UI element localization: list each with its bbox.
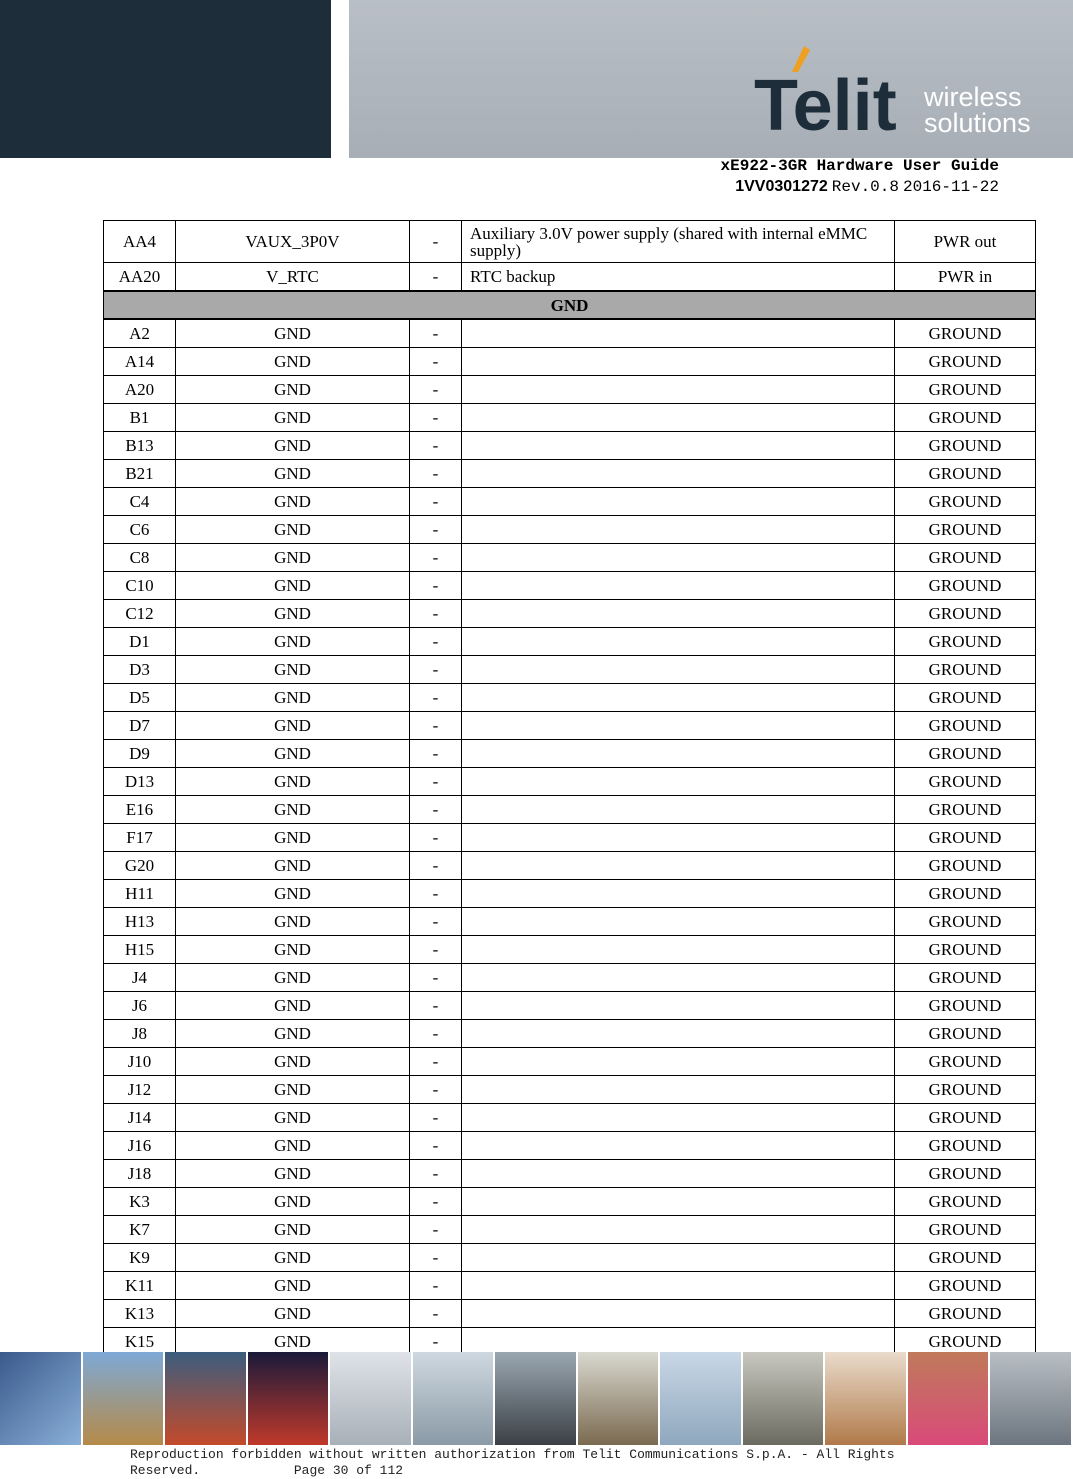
signal-cell: GND [176,544,410,572]
document-title: xE922-3GR Hardware User Guide [720,157,999,175]
signal-cell: GND [176,880,410,908]
pin-cell: A20 [104,376,176,404]
pin-cell: J6 [104,992,176,1020]
description-cell [462,768,895,796]
description-cell [462,740,895,768]
type-cell: GROUND [895,432,1036,460]
io-cell: - [410,488,462,516]
signal-cell: GND [176,1216,410,1244]
pin-cell: B21 [104,460,176,488]
signal-cell: GND [176,824,410,852]
table-row [104,1272,1036,1300]
photo-camera [990,1352,1073,1445]
description-cell [462,908,895,936]
signal-cell: GND [176,348,410,376]
type-cell: GROUND [895,796,1036,824]
pin-cell: H15 [104,936,176,964]
signal-cell: GND [176,1328,410,1356]
logo-tagline-2: solutions [924,108,1031,138]
table-row [104,1132,1036,1160]
description-cell [462,516,895,544]
io-cell: - [410,1216,462,1244]
page-number: Page 30 of 112 [293,1463,404,1478]
signal-cell: GND [176,516,410,544]
io-cell: - [410,796,462,824]
pin-cell: J16 [104,1132,176,1160]
description-cell [462,852,895,880]
document-rev: Rev.0.8 [831,178,899,196]
description-cell [462,1188,895,1216]
description-cell [462,460,895,488]
io-cell: - [410,221,462,263]
pinout-table [103,220,1036,1356]
io-cell: - [410,1244,462,1272]
io-cell: - [410,740,462,768]
type-cell: GROUND [895,1076,1036,1104]
type-cell: GROUND [895,964,1036,992]
io-cell: - [410,348,462,376]
table-row [104,376,1036,404]
io-cell: - [410,432,462,460]
type-cell: GROUND [895,1132,1036,1160]
signal-cell: GND [176,1104,410,1132]
signal-cell: GND [176,1048,410,1076]
signal-cell: V_RTC [176,263,410,292]
io-cell: - [410,936,462,964]
signal-cell: GND [176,1244,410,1272]
table-row [104,1160,1036,1188]
pin-cell: K13 [104,1300,176,1328]
io-cell: - [410,964,462,992]
type-cell: GROUND [895,1300,1036,1328]
table-row [104,319,1036,348]
type-cell: GROUND [895,628,1036,656]
type-cell: GROUND [895,1272,1036,1300]
signal-cell: GND [176,684,410,712]
signal-cell: GND [176,656,410,684]
io-cell: - [410,1328,462,1356]
description-cell [462,1216,895,1244]
table-row [104,1244,1036,1272]
table-row [104,572,1036,600]
table-row [104,600,1036,628]
table-row [104,992,1036,1020]
pin-cell: K7 [104,1216,176,1244]
description-cell [462,1076,895,1104]
pin-cell: D9 [104,740,176,768]
signal-cell: GND [176,319,410,348]
photo-vending [578,1352,661,1445]
document-revision [735,178,999,196]
type-cell: GROUND [895,992,1036,1020]
io-cell: - [410,544,462,572]
table-row [104,768,1036,796]
table-row [104,684,1036,712]
io-cell: - [410,768,462,796]
pin-cell: D3 [104,656,176,684]
section-title: GND [104,291,1036,319]
signal-cell: GND [176,1076,410,1104]
table-row [104,221,1036,263]
description-cell [462,348,895,376]
description-cell [462,404,895,432]
table-row [104,1076,1036,1104]
io-cell: - [410,1020,462,1048]
description-cell: Auxiliary 3.0V power supply (shared with internal eMMC supply) [462,221,895,263]
photo-interior [825,1352,908,1445]
type-cell: GROUND [895,348,1036,376]
type-cell: GROUND [895,768,1036,796]
description-cell [462,1020,895,1048]
type-cell: GROUND [895,488,1036,516]
pin-cell: C6 [104,516,176,544]
type-cell: GROUND [895,376,1036,404]
type-cell: GROUND [895,656,1036,684]
pin-cell: F17 [104,824,176,852]
signal-cell: GND [176,460,410,488]
signal-cell: VAUX_3P0V [176,221,410,263]
type-cell: GROUND [895,544,1036,572]
type-cell: GROUND [895,600,1036,628]
table-row [104,1104,1036,1132]
signal-cell: GND [176,740,410,768]
description-cell [462,964,895,992]
photo-train [908,1352,991,1445]
type-cell: GROUND [895,852,1036,880]
table-row [104,544,1036,572]
pin-cell: K9 [104,1244,176,1272]
type-cell: GROUND [895,908,1036,936]
signal-cell: GND [176,376,410,404]
pin-cell: J10 [104,1048,176,1076]
pin-cell: H13 [104,908,176,936]
description-cell [462,880,895,908]
table-row [104,263,1036,292]
table-row [104,824,1036,852]
pin-cell: D5 [104,684,176,712]
description-cell [462,432,895,460]
io-cell: - [410,656,462,684]
description-cell [462,488,895,516]
description-cell [462,544,895,572]
signal-cell: GND [176,796,410,824]
pin-cell: D13 [104,768,176,796]
pin-cell: J8 [104,1020,176,1048]
type-cell: GROUND [895,712,1036,740]
io-cell: - [410,1104,462,1132]
description-cell [462,1048,895,1076]
table-row [104,796,1036,824]
table-row [104,1188,1036,1216]
type-cell: GROUND [895,516,1036,544]
io-cell: - [410,572,462,600]
pin-cell: K15 [104,1328,176,1356]
pin-cell: A14 [104,348,176,376]
description-cell [462,628,895,656]
signal-cell: GND [176,964,410,992]
signal-cell: GND [176,572,410,600]
pin-cell: C8 [104,544,176,572]
table-row [104,432,1036,460]
description-cell [462,656,895,684]
photo-cyclist [413,1352,496,1445]
type-cell: GROUND [895,319,1036,348]
description-cell [462,600,895,628]
pin-cell: B1 [104,404,176,432]
description-cell [462,796,895,824]
pin-cell: J14 [104,1104,176,1132]
io-cell: - [410,1188,462,1216]
description-cell [462,319,895,348]
pin-cell: A2 [104,319,176,348]
io-cell: - [410,908,462,936]
type-cell: GROUND [895,572,1036,600]
io-cell: - [410,404,462,432]
signal-cell: GND [176,712,410,740]
description-cell [462,1300,895,1328]
io-cell: - [410,1132,462,1160]
io-cell: - [410,263,462,292]
table-row [104,1216,1036,1244]
table-row [104,460,1036,488]
description-cell [462,712,895,740]
photo-meter [743,1352,826,1445]
signal-cell: GND [176,992,410,1020]
description-cell: RTC backup [462,263,895,292]
description-cell [462,1160,895,1188]
description-cell [462,1132,895,1160]
logo-wordmark: Telit [754,66,897,142]
signal-cell: GND [176,404,410,432]
io-cell: - [410,460,462,488]
type-cell: GROUND [895,824,1036,852]
signal-cell: GND [176,1132,410,1160]
io-cell: - [410,1160,462,1188]
photo-card-terminal [495,1352,578,1445]
type-cell: GROUND [895,880,1036,908]
table-row [104,936,1036,964]
pin-cell: D1 [104,628,176,656]
pin-cell: K11 [104,1272,176,1300]
footer-line-1: Reproduction forbidden without written authorization from Telit Communications S.p.A. - All Rights [130,1447,895,1462]
io-cell: - [410,852,462,880]
signal-cell: GND [176,488,410,516]
io-cell: - [410,600,462,628]
table-row [104,488,1036,516]
table-row [104,740,1036,768]
io-cell: - [410,1076,462,1104]
io-cell: - [410,319,462,348]
footer-text [130,1447,1030,1479]
header-dark-block [0,0,331,158]
pin-cell: K3 [104,1188,176,1216]
pin-cell: AA4 [104,221,176,263]
pin-cell: D7 [104,712,176,740]
io-cell: - [410,1048,462,1076]
table-row [104,628,1036,656]
description-cell [462,1104,895,1132]
type-cell: GROUND [895,1104,1036,1132]
table-row [104,852,1036,880]
footer-photo-strip [0,1352,1073,1445]
io-cell: - [410,1300,462,1328]
description-cell [462,1272,895,1300]
description-cell [462,1244,895,1272]
signal-cell: GND [176,768,410,796]
io-cell: - [410,992,462,1020]
signal-cell: GND [176,600,410,628]
table-row [104,1300,1036,1328]
table-row [104,712,1036,740]
table-row [104,348,1036,376]
photo-keyboard [330,1352,413,1445]
type-cell: GROUND [895,740,1036,768]
photo-clock-display [248,1352,331,1445]
footer-reserved: Reserved. [130,1463,201,1478]
table-row [104,880,1036,908]
signal-cell: GND [176,1300,410,1328]
type-cell: GROUND [895,1020,1036,1048]
signal-cell: GND [176,432,410,460]
type-cell: GROUND [895,1216,1036,1244]
photo-wind-turbines [660,1352,743,1445]
telit-logo [752,42,1042,142]
description-cell [462,684,895,712]
signal-cell: GND [176,1160,410,1188]
photo-phone-sign [83,1352,166,1445]
type-cell: GROUND [895,460,1036,488]
signal-cell: GND [176,1188,410,1216]
pin-cell: J4 [104,964,176,992]
pin-cell: B13 [104,432,176,460]
type-cell: GROUND [895,1160,1036,1188]
type-cell: GROUND [895,404,1036,432]
io-cell: - [410,376,462,404]
type-cell: PWR out [895,221,1036,263]
photo-containers [165,1352,248,1445]
pin-cell: J18 [104,1160,176,1188]
io-cell: - [410,684,462,712]
type-cell: GROUND [895,1328,1036,1356]
signal-cell: GND [176,908,410,936]
io-cell: - [410,1272,462,1300]
type-cell: GROUND [895,1048,1036,1076]
logo-tagline-1: wireless [924,82,1022,112]
type-cell: GROUND [895,1244,1036,1272]
type-cell: GROUND [895,936,1036,964]
table-row [104,1048,1036,1076]
section-header-row [104,291,1036,319]
io-cell: - [410,516,462,544]
signal-cell: GND [176,852,410,880]
io-cell: - [410,824,462,852]
io-cell: - [410,712,462,740]
photo-highway [0,1352,83,1445]
io-cell: - [410,628,462,656]
pin-cell: H11 [104,880,176,908]
pin-cell: C12 [104,600,176,628]
pin-cell: E16 [104,796,176,824]
description-cell [462,572,895,600]
type-cell: GROUND [895,1188,1036,1216]
pin-cell: AA20 [104,263,176,292]
signal-cell: GND [176,936,410,964]
document-code: 1VV0301272 [735,178,828,195]
pin-cell: J12 [104,1076,176,1104]
pin-cell: C4 [104,488,176,516]
description-cell [462,376,895,404]
type-cell: GROUND [895,684,1036,712]
table-row [104,1020,1036,1048]
table-row [104,404,1036,432]
table-row [104,964,1036,992]
signal-cell: GND [176,1272,410,1300]
description-cell [462,824,895,852]
type-cell: PWR in [895,263,1036,292]
description-cell [462,992,895,1020]
io-cell: - [410,880,462,908]
signal-cell: GND [176,1020,410,1048]
document-date: 2016-11-22 [902,178,999,196]
table-row [104,908,1036,936]
pin-cell: G20 [104,852,176,880]
table-row [104,516,1036,544]
table-row [104,656,1036,684]
pin-cell: C10 [104,572,176,600]
signal-cell: GND [176,628,410,656]
description-cell [462,936,895,964]
